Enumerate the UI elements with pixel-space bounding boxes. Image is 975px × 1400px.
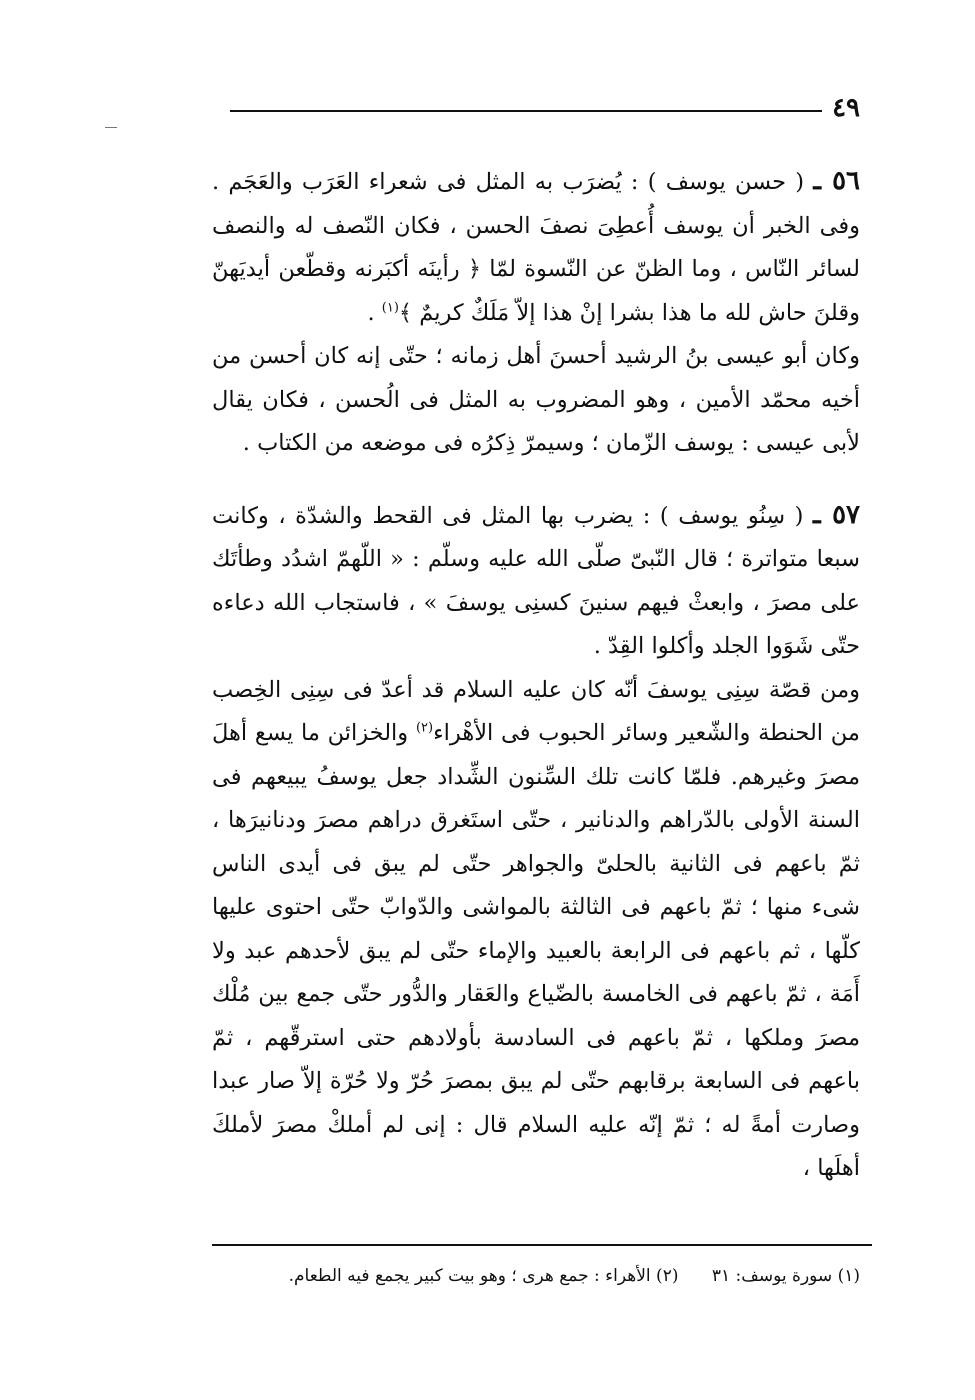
entry-number: ٥٧ ـ [813,499,861,530]
scan-mark [105,127,117,128]
paragraph-text-end: . [367,299,382,326]
footnote-2: (٢) الأهراء : جمع هرى ؛ وهو بيت كبير يجمع فيه الطعام. [288,1266,679,1286]
paragraph-entry-57 [212,494,860,669]
paragraph-story [212,669,860,1191]
paragraph-text: ومن قصّة سِنِى يوسفَ أنّه كان عليه السلام قد أعدّ فى سِنِى الخِصب من الحنطة والشّعير وسائر الحبوب فى الأهْراء [212,676,860,746]
page-number: ٤٩ [832,93,860,123]
entry-number: ٥٦ ـ [813,166,861,196]
paragraph-text: ( سِنُو يوسف ) : يضرب بها المثل فى القحط والشدّة ، وكانت سبعا متواترة ؛ قال النّبىّ صلّى الله عليه وسلّم : « اللّهمّ اشدُد وطأتَك على مصرَ ، وابعثْ فيهم سنينَ كسنِى يوسفَ » ، فاستجاب الله دعاءه حتّى شَوَوا الجلد وأكلوا القِدّ . [212,502,860,659]
header-rule [230,110,822,112]
paragraph-abu-isa [212,335,860,466]
paragraph-text: ( حسن يوسف ) : يُضرَب به المثل فى شعراء العَرَب والعَجَم . وفى الخبر أن يوسف أُعطِىَ نصفَ الحسن ، فكان النّصف له والنصف لسائر النّاس ، وما الظنّ عن النّسوة لمّا ﴿ رأينَه أكبَرنه وقطّعن أيديَهنّ وقلنَ حاش لله ما هذا بشرا إنْ هذا إلاّ مَلَكٌ كريمٌ ﴾ [212,169,860,326]
footnote-rule [212,1244,872,1246]
footnote-ref: (١) [381,300,399,315]
paragraph-entry-56 [212,160,860,335]
page-header [230,88,860,128]
paragraph-text: وكان أبو عيسى بنُ الرشيد أحسنَ أهل زمانه ؛ حتّى إنه كان أحسن من أخيه محمّد الأمين ، وهو المضروب به المثل فى الُحسن ، فكان يقال لأبى عيسى : يوسف الزّمان ؛ وسيمرّ ذِكرُه فى موضعه من الكتاب . [212,343,860,456]
main-text [212,160,860,1191]
footnotes [212,1262,860,1290]
footnote-ref: (٢) [415,720,434,736]
paragraph-text-continued: والخزائن ما يسع أهلَ مصرَ وغيرهم. فلمّا كانت تلك السِّنون الشِّداد جعل يوسفُ يبيعهم فى السنة الأولى بالدّراهم والدنانير ، حتّى استَغرق دراهم مصرَ ودنانيرَها ، ثمّ باعهم فى الثانية بالحلىّ والجواهر حتّى لم يبق فى أيدى الناس شىء منها ؛ ثمّ باعهم فى الثالثة بالمواشى والدّوابّ حتّى احتوى عليها كلّها ، ثم باعهم فى الرابعة بالعبيد والإماء حتّى لم يبق لأحدهم عبد ولا أَمَة ، ثمّ باعهم فى الخامسة بالضّياع والعَقار والدُّور حتّى جمع بين مُلْك مصرَ وملكها ، ثمّ باعهم فى السادسة بأولادهم حتى استرقّهم ، ثمّ باعهم فى السابعة برقابهم حتّى لم يبق بمصرَ حُرّ ولا حُرّة إلاّ صار عبدا وصارت أمةً له ؛ ثمّ إنّه عليه السلام قال : إنى لم أملكْ مصرَ لأملكَ أهلَها ، [212,720,860,1181]
footnote-1: (١) سورة يوسف: ٣١ [711,1266,860,1286]
